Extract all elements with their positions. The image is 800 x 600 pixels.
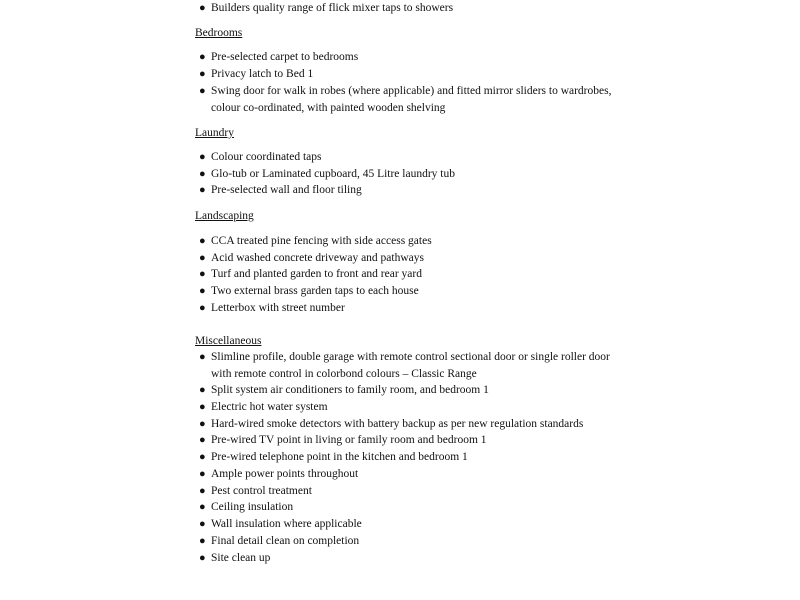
- list-item: ● Pre-selected wall and floor tiling: [195, 182, 615, 199]
- list-item: ● Two external brass garden taps to each house: [195, 283, 615, 300]
- bullet-icon: ●: [199, 302, 206, 314]
- list-item: ● Letterbox with street number: [195, 300, 615, 317]
- bullet-icon: ●: [199, 451, 206, 463]
- bullet-icon: ●: [199, 184, 206, 196]
- section-heading-miscellaneous: Miscellaneous: [195, 335, 262, 347]
- list-item: ● Final detail clean on completion: [195, 533, 615, 550]
- bullet-icon: ●: [199, 384, 206, 396]
- list-item: ● CCA treated pine fencing with side access gates: [195, 233, 615, 250]
- list-item: ● Ceiling insulation: [195, 499, 615, 516]
- bullet-icon: ●: [199, 401, 206, 413]
- section-heading-bedrooms: Bedrooms: [195, 27, 243, 39]
- section-heading-laundry: Laundry: [195, 127, 234, 139]
- list-item: ● Colour coordinated taps: [195, 149, 615, 166]
- bullet-icon: ●: [199, 235, 206, 247]
- list-item: ● Pre-selected carpet to bedrooms: [195, 49, 615, 66]
- list-item: ● Electric hot water system: [195, 399, 615, 416]
- bullet-icon: ●: [199, 68, 206, 80]
- list-item: ● Slimline profile, double garage with remote control sectional door or single roller door with remote control in colorbond colours – Classic Range: [199, 351, 610, 380]
- bullet-icon: ●: [199, 2, 206, 14]
- bullet-icon: ●: [199, 51, 206, 63]
- list-item: ● Ample power points throughout: [195, 466, 615, 483]
- section-heading-landscaping: Landscaping: [195, 210, 254, 222]
- bullet-icon: ●: [199, 434, 206, 446]
- bullet-icon: ●: [199, 252, 206, 264]
- list-item: ● Turf and planted garden to front and rear yard: [195, 266, 615, 283]
- bullet-icon: ●: [199, 518, 206, 530]
- list-item: ● Wall insulation where applicable: [195, 516, 615, 533]
- list-item: ● Split system air conditioners to family room, and bedroom 1: [195, 382, 615, 399]
- list-item: ● Pest control treatment: [195, 483, 615, 500]
- bullet-icon: ●: [199, 268, 206, 280]
- list-item: ● Builders quality range of flick mixer taps to showers: [195, 0, 615, 17]
- bullet-icon: ●: [199, 418, 206, 430]
- list-item: ● Hard-wired smoke detectors with battery backup as per new regulation standards: [195, 416, 615, 433]
- bullet-icon: ●: [199, 351, 206, 363]
- list-item: ● Swing door for walk in robes (where applicable) and fitted mirror sliders to wardrobes, colour co-ordinated, with painted wooden shelving: [199, 85, 612, 114]
- list-item: ● Pre-wired telephone point in the kitchen and bedroom 1: [195, 449, 615, 466]
- bullet-icon: ●: [199, 168, 206, 180]
- bullet-icon: ●: [199, 151, 206, 163]
- list-item: ● Acid washed concrete driveway and pathways: [195, 250, 615, 267]
- bullet-icon: ●: [199, 285, 206, 297]
- bullet-icon: ●: [199, 535, 206, 547]
- list-item: ● Site clean up: [195, 550, 615, 567]
- bullet-icon: ●: [199, 485, 206, 497]
- bullet-icon: ●: [199, 85, 206, 97]
- list-item: ● Pre-wired TV point in living or family room and bedroom 1: [195, 432, 615, 449]
- list-item: ● Glo-tub or Laminated cupboard, 45 Litre laundry tub: [195, 166, 615, 183]
- list-item: ● Privacy latch to Bed 1: [195, 66, 615, 83]
- bullet-icon: ●: [199, 501, 206, 513]
- bullet-icon: ●: [199, 468, 206, 480]
- bullet-icon: ●: [199, 552, 206, 564]
